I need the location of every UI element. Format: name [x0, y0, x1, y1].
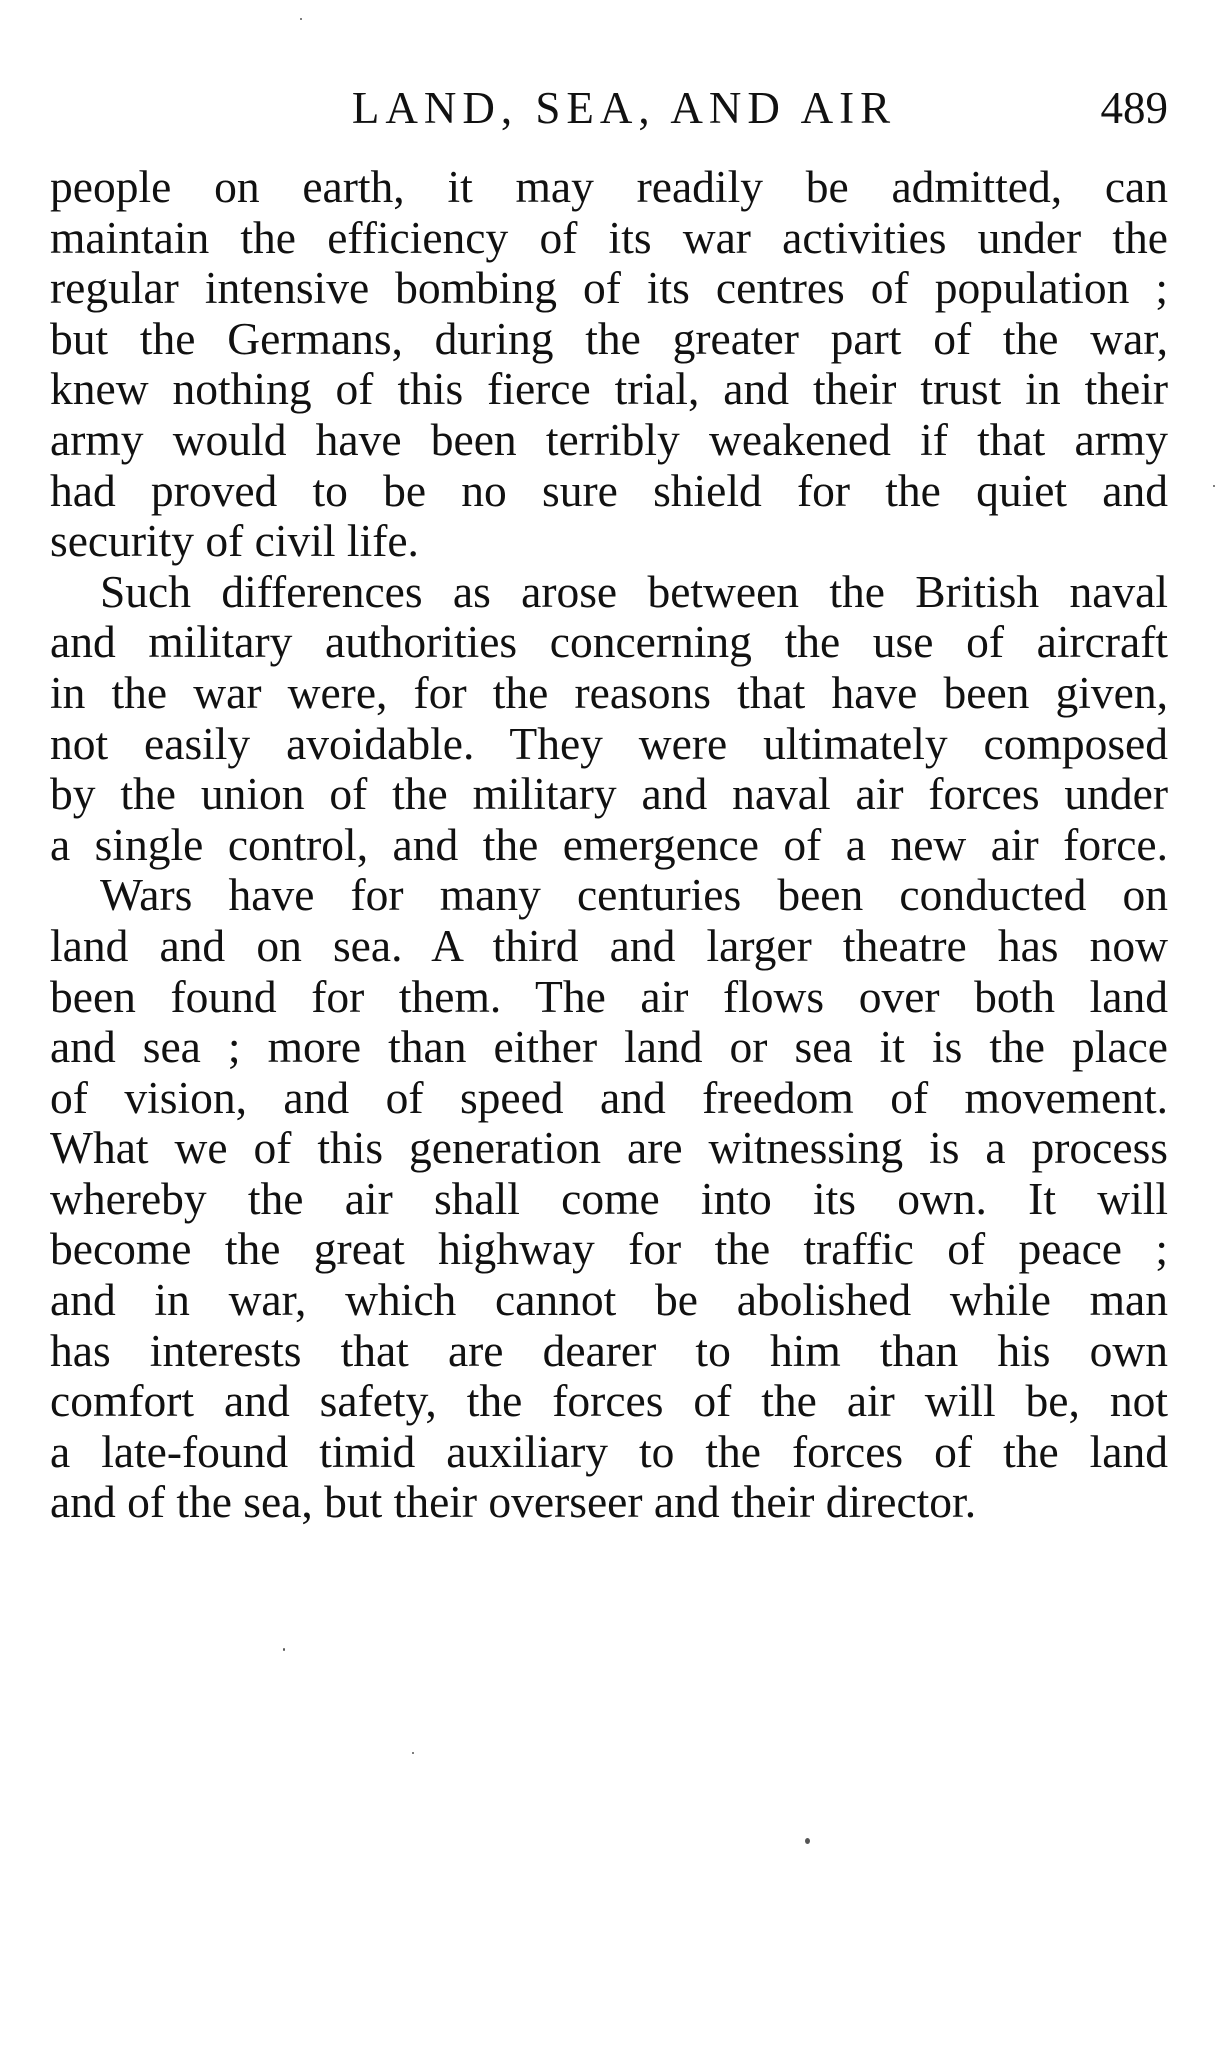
- text-line: not easily avoidable. They were ultimately composed: [50, 717, 1168, 769]
- text-line: been found for them. The air flows over both land: [50, 970, 1168, 1022]
- text-line: Wars have for many centuries been conducted on: [100, 869, 1168, 921]
- scan-speck: [283, 1648, 285, 1651]
- running-title: LAND, SEA, AND AIR: [351, 83, 897, 133]
- paragraph-2: [50, 567, 1168, 871]
- text-line: had proved to be no sure shield for the quiet and: [50, 464, 1168, 516]
- text-line: by the union of the military and naval air forces under: [50, 768, 1168, 820]
- text-line: and military authorities concerning the use of aircraft: [50, 616, 1168, 668]
- text-line: comfort and safety, the forces of the air will be, not: [50, 1375, 1168, 1427]
- text-line: security of civil life.: [50, 515, 419, 567]
- text-line: army would have been terribly weakened if that army: [50, 413, 1168, 465]
- text-line: a single control, and the emergence of a new air force.: [50, 818, 1168, 870]
- text-line: regular intensive bombing of its centres of population ;: [50, 262, 1168, 314]
- text-line: and in war, which cannot be abolished while man: [50, 1274, 1168, 1326]
- page-number: 489: [1100, 83, 1168, 133]
- text-line: and of the sea, but their overseer and their director.: [50, 1476, 977, 1528]
- text-line: whereby the air shall come into its own. It will: [50, 1172, 1168, 1224]
- text-line: Such differences as arose between the British naval: [100, 565, 1168, 617]
- text-line: people on earth, it may readily be admitted, can: [50, 161, 1168, 212]
- text-line: of vision, and of speed and freedom of movement.: [50, 1071, 1168, 1123]
- text-line: What we of this generation are witnessing is a process: [50, 1122, 1168, 1174]
- text-line: but the Germans, during the greater part of the war,: [50, 312, 1168, 364]
- text-line: maintain the efficiency of its war activities under the: [50, 211, 1168, 263]
- text-line: become the great highway for the traffic of peace ;: [50, 1223, 1168, 1275]
- paragraph-3: [50, 870, 1168, 1528]
- scan-speck: [1213, 485, 1215, 487]
- scan-speck: [300, 18, 302, 20]
- scan-speck: [412, 1752, 414, 1754]
- body-text: [50, 162, 1168, 1528]
- text-line: has interests that are dearer to him than his own: [50, 1324, 1168, 1376]
- scan-speck: [805, 1838, 810, 1844]
- text-line: and sea ; more than either land or sea it is the place: [50, 1021, 1168, 1073]
- running-head: [50, 78, 1168, 138]
- text-line: land and on sea. A third and larger theatre has now: [50, 919, 1168, 971]
- text-line: knew nothing of this fierce trial, and their trust in their: [50, 363, 1168, 415]
- text-line: in the war were, for the reasons that have been given,: [50, 666, 1168, 718]
- paragraph-1: [50, 162, 1168, 567]
- text-line: a late-found timid auxiliary to the forces of the land: [50, 1425, 1168, 1477]
